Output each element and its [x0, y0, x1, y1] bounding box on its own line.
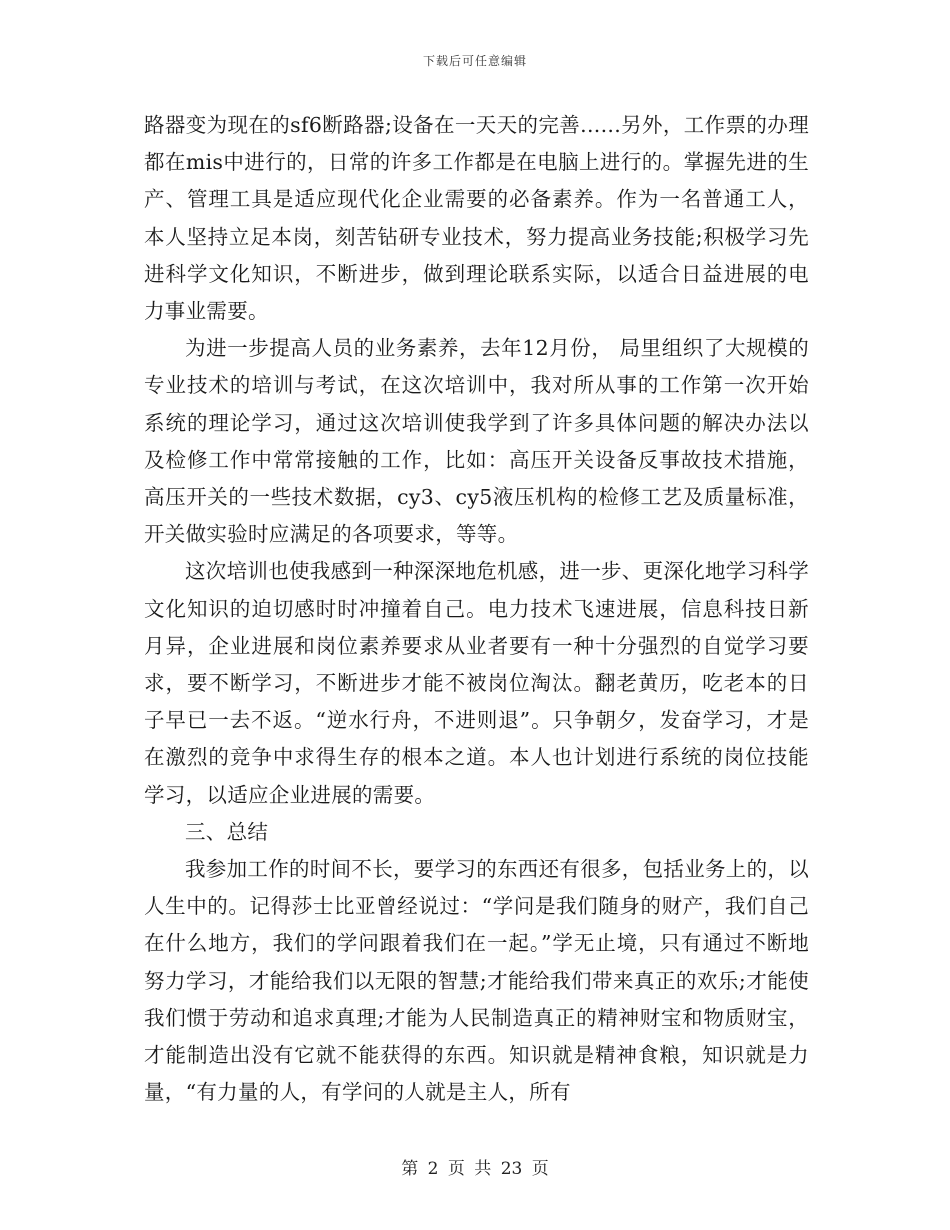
paragraph-training: 为进一步提高人员的业务素养，去年12月份， 局里组织了大规模的专业技术的培训与考试，在这次培训中，我对所从事的工作第一次开始系统的理论学习，通过这次培训使我学到了许多具体问题的解决办法以及检修工作中常常接触的工作，比如：高压开关设备反事故技术措施，高压开关的一些技术数据，cy3、cy5液压机构的检修工艺及质量标准，开关做实验时应满足的各项要求，等等。 — [144, 336, 809, 547]
page-number-footer: 第 2 页 共 23 页 — [401, 1159, 549, 1179]
page-header: 下载后可任意编辑 — [422, 54, 527, 68]
paragraph-continuation: 路器变为现在的sf6断路器;设备在一天天的完善......另外，工作票的办理都在mis中进行的，日常的许多工作都是在电脑上进行的。掌握先进的生产、管理工具是适应现代化企业需要的必备素养。作为一名普通工人，本人坚持立足本岗，刻苦钻研专业技术，努力提高业务技能;积极学习先进科学文化知识，不断进步，做到理论联系实际，以适合日益进展的电力事业需要。 — [144, 113, 809, 324]
section-heading-summary: 三、总结 — [185, 819, 269, 844]
paragraph-crisis: 这次培训也使我感到一种深深地危机感，进一步、更深化地学习科学文化知识的迫切感时时冲撞着自己。电力技术飞速进展，信息科技日新月异，企业进展和岗位素养要求从业者要有一种十分强烈的自觉学习要求，要不断学习，不断进步才能不被岗位淘汰。翻老黄历，吃老本的日子早已一去不返。“逆水行舟，不进则退”。只争朝夕，发奋学习，才是在激烈的竞争中求得生存的根本之道。本人也计划进行系统的岗位技能学习，以适应企业进展的需要。 — [144, 559, 809, 807]
paragraph-summary: 我参加工作的时间不长，要学习的东西还有很多，包括业务上的，以人生中的。记得莎士比亚曾经说过：“学问是我们随身的财产，我们自己在什么地方，我们的学问跟着我们在一起。”学无止境，只有通过不断地努力学习，才能给我们以无限的智慧;才能给我们带来真正的欢乐;才能使我们惯于劳动和追求真理;才能为人民制造真正的精神财宝和物质财宝，才能制造出没有它就不能获得的东西。知识就是精神食粮，知识就是力量，“有力量的人，有学问的人就是主人，所有 — [144, 857, 809, 1105]
document-body — [144, 107, 809, 1111]
